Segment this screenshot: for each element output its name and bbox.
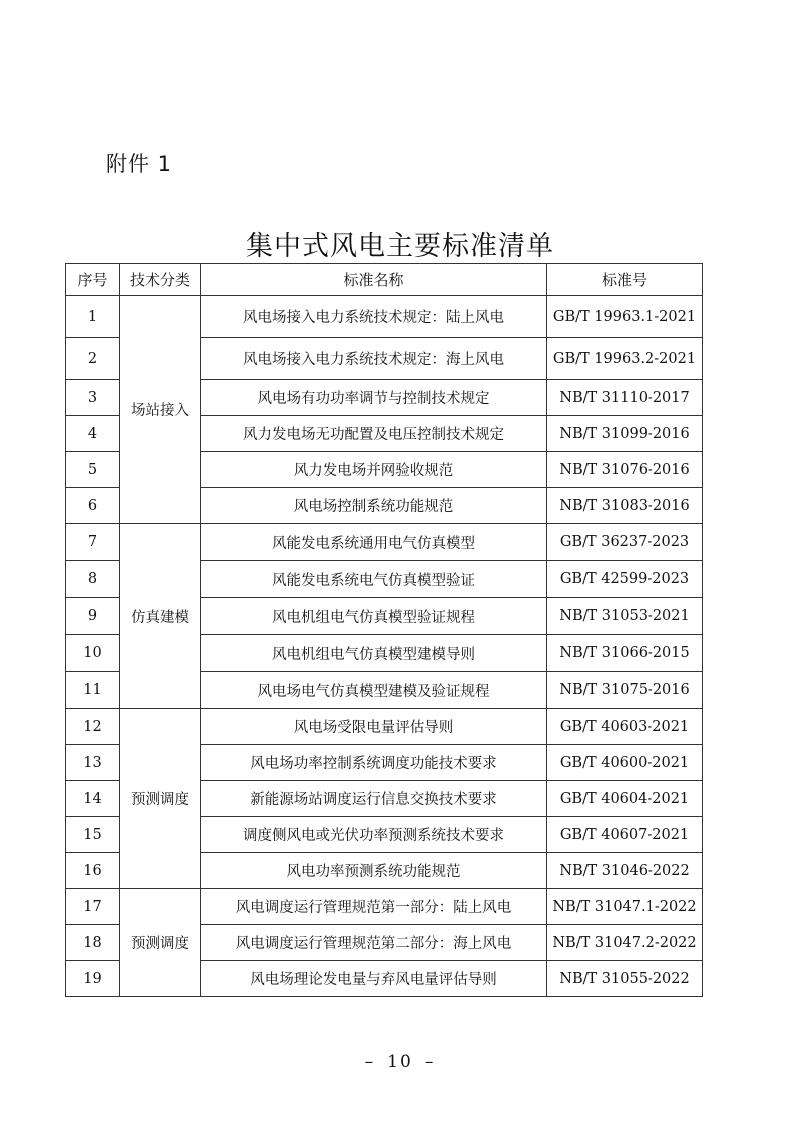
standard-name: 风电功率预测系统功能规范: [201, 853, 547, 889]
standard-code: NB/T 31047.2-2022: [547, 925, 703, 961]
header-no: 序号: [66, 264, 120, 296]
standard-code: GB/T 40600-2021: [547, 745, 703, 781]
standard-code: NB/T 31075-2016: [547, 672, 703, 709]
row-no: 4: [66, 416, 120, 452]
standard-code: NB/T 31055-2022: [547, 961, 703, 997]
standard-name: 风电场接入电力系统技术规定：陆上风电: [201, 296, 547, 338]
row-no: 6: [66, 488, 120, 524]
category-forecast-dispatch: [120, 709, 201, 889]
standard-code: GB/T 40604-2021: [547, 781, 703, 817]
standard-name: 风电场接入电力系统技术规定：海上风电: [201, 338, 547, 380]
standard-code: GB/T 19963.2-2021: [547, 338, 703, 380]
standard-name: 风电场有功功率调节与控制技术规定: [201, 380, 547, 416]
row-no: 18: [66, 925, 120, 961]
table-row: [66, 709, 703, 745]
header-category: 技术分类: [120, 264, 201, 296]
standards-table: [65, 263, 703, 997]
standard-name: 风电场受限电量评估导则: [201, 709, 547, 745]
table-row: [66, 296, 703, 338]
row-no: 13: [66, 745, 120, 781]
standard-name: 风电场电气仿真模型建模及验证规程: [201, 672, 547, 709]
standard-code: NB/T 31053-2021: [547, 598, 703, 635]
standard-name: 风电调度运行管理规范第二部分：海上风电: [201, 925, 547, 961]
row-no: 12: [66, 709, 120, 745]
document-title: 集中式风电主要标准清单: [246, 231, 554, 262]
table-row: [66, 524, 703, 561]
row-no: 9: [66, 598, 120, 635]
header-standard-name: 标准名称: [201, 264, 547, 296]
category-label: 预测调度: [131, 792, 189, 808]
standard-code: NB/T 31083-2016: [547, 488, 703, 524]
page-number-value: 10: [387, 1052, 413, 1072]
row-no: 19: [66, 961, 120, 997]
page-dash-left: –: [364, 1052, 376, 1072]
standard-code: GB/T 36237-2023: [547, 524, 703, 561]
standard-name: 风电场控制系统功能规范: [201, 488, 547, 524]
category-simulation-modeling: [120, 524, 201, 709]
standard-name: 风能发电系统通用电气仿真模型: [201, 524, 547, 561]
standard-code: GB/T 42599-2023: [547, 561, 703, 598]
row-no: 3: [66, 380, 120, 416]
standard-code: NB/T 31099-2016: [547, 416, 703, 452]
row-no: 7: [66, 524, 120, 561]
page-dash-right: –: [424, 1052, 436, 1072]
standard-code: NB/T 31076-2016: [547, 452, 703, 488]
standard-name: 风电场理论发电量与弃风电量评估导则: [201, 961, 547, 997]
standard-name: 风电机组电气仿真模型验证规程: [201, 598, 547, 635]
row-no: 17: [66, 889, 120, 925]
table-header-row: [66, 264, 703, 296]
row-no: 8: [66, 561, 120, 598]
row-no: 1: [66, 296, 120, 338]
standard-code: NB/T 31047.1-2022: [547, 889, 703, 925]
standard-code: GB/T 40603-2021: [547, 709, 703, 745]
standard-name: 风电机组电气仿真模型建模导则: [201, 635, 547, 672]
attachment-label: 附件 1: [106, 152, 173, 176]
standard-name: 风力发电场并网验收规范: [201, 452, 547, 488]
standard-code: NB/T 31066-2015: [547, 635, 703, 672]
standard-code: GB/T 40607-2021: [547, 817, 703, 853]
header-standard-code: 标准号: [547, 264, 703, 296]
row-no: 10: [66, 635, 120, 672]
standard-code: GB/T 19963.1-2021: [547, 296, 703, 338]
table-row: [66, 889, 703, 925]
row-no: 16: [66, 853, 120, 889]
row-no: 5: [66, 452, 120, 488]
row-no: 2: [66, 338, 120, 380]
row-no: 11: [66, 672, 120, 709]
row-no: 15: [66, 817, 120, 853]
category-label: 预测调度: [131, 936, 189, 952]
category-grid-connection: [120, 296, 201, 524]
standard-name: 风力发电场无功配置及电压控制技术规定: [201, 416, 547, 452]
standard-name: 风能发电系统电气仿真模型验证: [201, 561, 547, 598]
standard-code: NB/T 31110-2017: [547, 380, 703, 416]
category-label: 场站接入: [131, 403, 189, 419]
page-number: [0, 1052, 800, 1072]
category-label: 仿真建模: [131, 609, 189, 626]
standard-name: 风电调度运行管理规范第一部分：陆上风电: [201, 889, 547, 925]
standard-code: NB/T 31046-2022: [547, 853, 703, 889]
row-no: 14: [66, 781, 120, 817]
standard-name: 风电场功率控制系统调度功能技术要求: [201, 745, 547, 781]
category-forecast-dispatch-continued: [120, 889, 201, 997]
standard-name: 新能源场站调度运行信息交换技术要求: [201, 781, 547, 817]
standard-name: 调度侧风电或光伏功率预测系统技术要求: [201, 817, 547, 853]
